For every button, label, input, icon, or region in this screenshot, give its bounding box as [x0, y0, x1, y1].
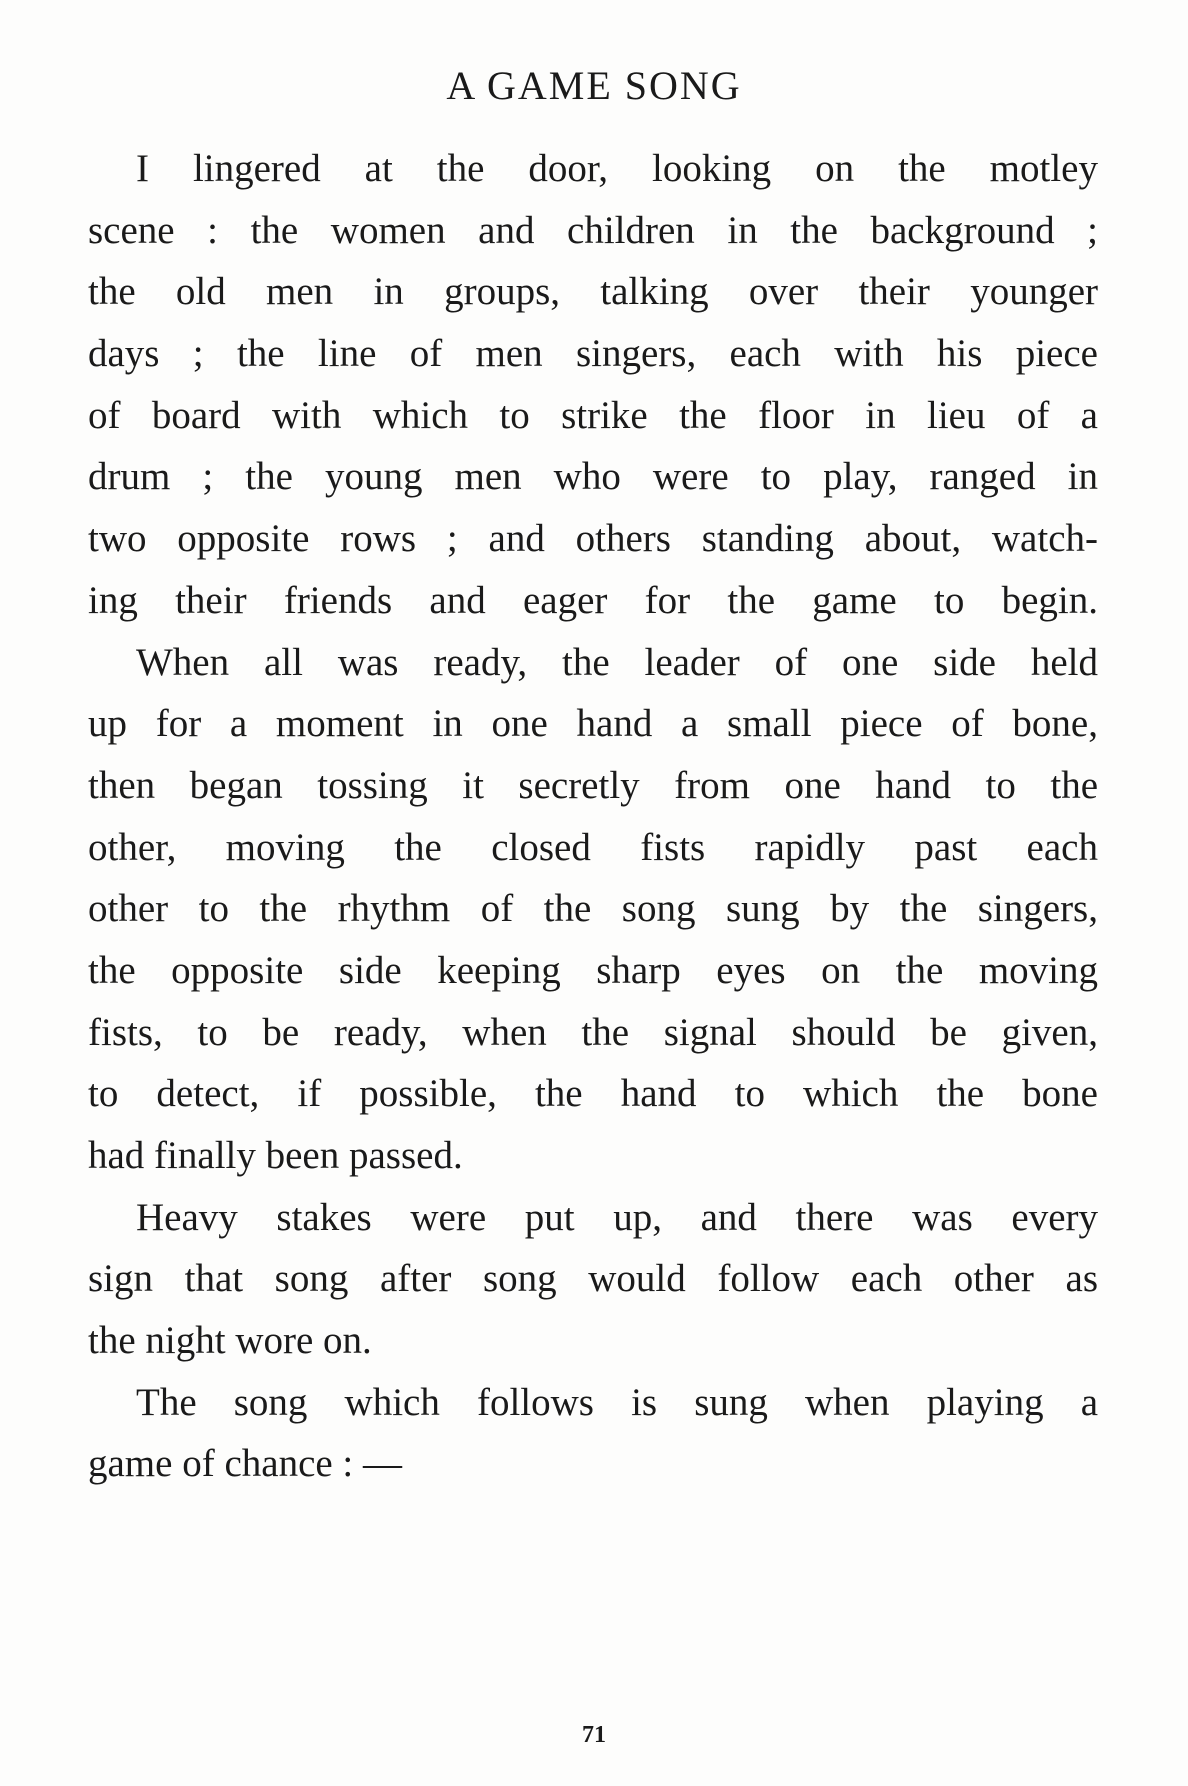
text-line: I lingered at the door, looking on the motley — [136, 147, 1098, 190]
text-line: ing their friends and eager for the game to begin. — [88, 578, 1098, 622]
text-line: scene : the women and children in the background ; — [88, 208, 1098, 252]
text-line: of board with which to strike the floor in lieu of a — [88, 393, 1098, 437]
text-line: game of chance : — — [88, 1442, 403, 1486]
text-line: had finally been passed. — [88, 1134, 463, 1177]
paragraph-4 — [88, 1372, 1098, 1495]
text-line: other, moving the closed fists rapidly past each — [88, 825, 1098, 869]
running-title: A GAME SONG — [446, 63, 742, 108]
text-line: When all was ready, the leader of one side held — [136, 640, 1098, 684]
text-line: fists, to be ready, when the signal should be given, — [88, 1010, 1098, 1054]
text-line: up for a moment in one hand a small piece of bone, — [88, 702, 1098, 746]
text-line: The song which follows is sung when playing a — [136, 1380, 1098, 1424]
text-line: other to the rhythm of the song sung by the singers, — [88, 887, 1098, 931]
paragraph-1 — [88, 138, 1098, 632]
text-line: two opposite rows ; and others standing about, watch- — [88, 517, 1098, 561]
text-line: Heavy stakes were put up, and there was every — [136, 1195, 1098, 1239]
text-line: days ; the line of men singers, each with his piece — [88, 332, 1098, 376]
text-line: the night wore on. — [88, 1319, 372, 1363]
text-line: then began tossing it secretly from one hand to the — [88, 763, 1098, 807]
text-line: the old men in groups, talking over their younger — [88, 270, 1098, 314]
text-line: drum ; the young men who were to play, ranged in — [88, 455, 1098, 499]
text-line: sign that song after song would follow each other as — [88, 1257, 1098, 1301]
paragraph-2 — [88, 632, 1098, 1187]
body-text — [88, 138, 1098, 1495]
paragraph-3 — [88, 1187, 1098, 1372]
page-number: 71 — [582, 1722, 606, 1748]
text-line: to detect, if possible, the hand to which the bone — [88, 1072, 1098, 1116]
text-line: the opposite side keeping sharp eyes on the moving — [88, 948, 1098, 992]
